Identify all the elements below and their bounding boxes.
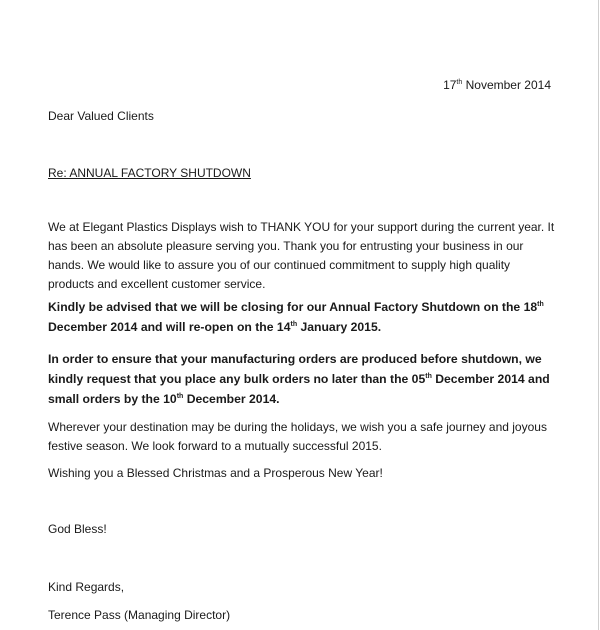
thanks-paragraph: We at Elegant Plastics Displays wish to THANK YOU for your support during the current year. It has been an absolute pleasure serving you. Thank you for entrusting your business in our hands. We would like to assure you of our continued commitment to supply high quality products and excellent customer service. [48, 220, 555, 291]
order-notice [48, 349, 558, 409]
wishes-paragraph: Wherever your destination may be during the holidays, we wish you a safe journey and joyous festive season. We look forward to a mutually successful 2015. [48, 420, 547, 453]
letter-date [443, 77, 551, 93]
shutdown-notice-part3: January 2015. [297, 320, 382, 334]
date-day: 17 [443, 78, 457, 92]
salutation: Dear Valued Clients [48, 109, 154, 123]
subject-line: Re: ANNUAL FACTORY SHUTDOWN [48, 166, 251, 180]
order-notice-part2: December 2014 and small orders by the 10 [48, 372, 550, 406]
order-notice-part3: December 2014. [183, 392, 280, 406]
small-order-date-suffix: th [176, 393, 184, 400]
order-notice-part1: In order to ensure that your manufacturing orders are produced before shutdown, we kindly request that you place any bulk orders no later than the 05 [48, 352, 542, 386]
date-month-year: November 2014 [465, 78, 551, 92]
shutdown-notice [48, 297, 558, 337]
blessing: God Bless! [48, 522, 107, 536]
signature: Terence Pass (Managing Director) [48, 608, 231, 622]
christmas-greeting: Wishing you a Blessed Christmas and a Prosperous New Year! [48, 466, 383, 480]
closing: Kind Regards, [48, 580, 125, 594]
bulk-order-date-suffix: th [425, 373, 432, 380]
shutdown-notice-part2: December 2014 and will re-open on the 14 [48, 320, 291, 334]
shutdown-notice-part1: Kindly be advised that we will be closing for our Annual Factory Shutdown on the 18 [48, 300, 538, 314]
shutdown-date-suffix: th [537, 301, 544, 308]
reopen-date-suffix: th [290, 321, 298, 328]
date-day-suffix: th [456, 79, 463, 86]
